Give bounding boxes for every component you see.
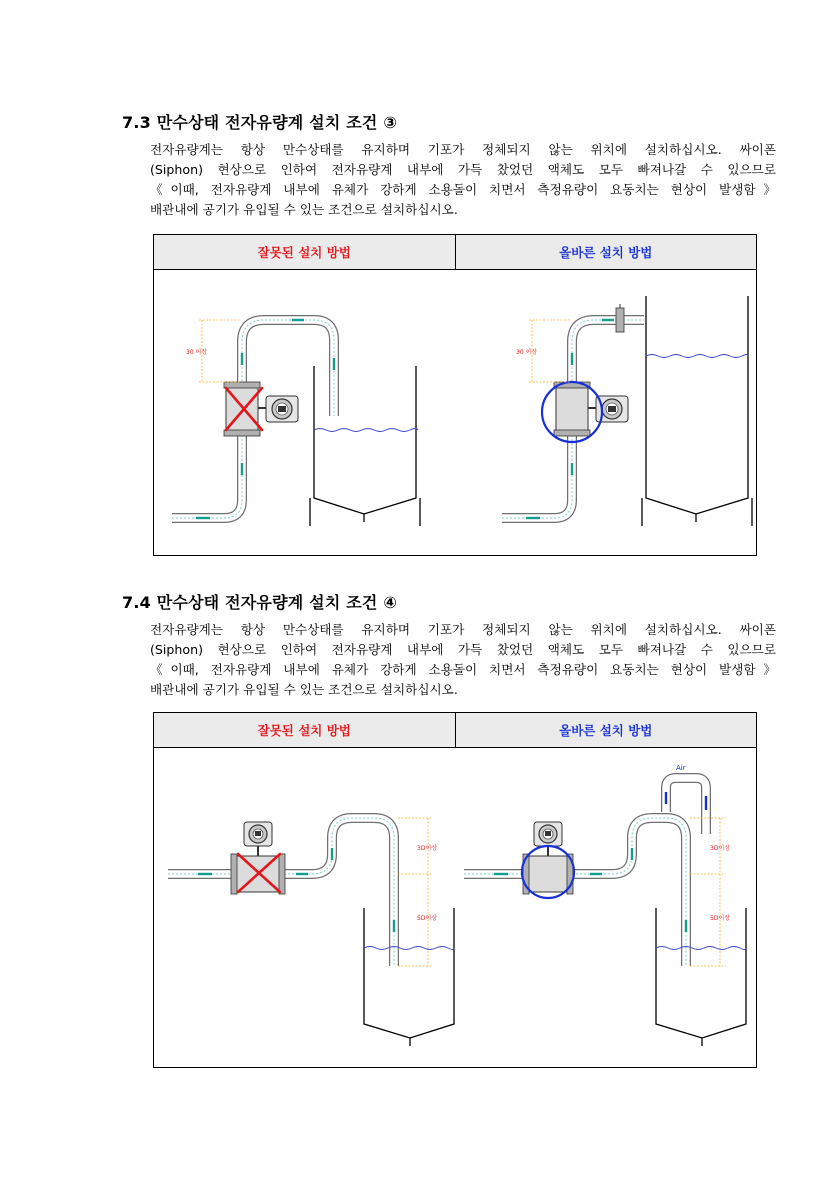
paragraph-line: 배관내에 공기가 유입될 수 있는 조건으로 설치하십시오.	[150, 682, 458, 697]
figure-drawing	[154, 748, 756, 1066]
paragraph-line: (Siphon) 현상으로 인하여 전자유량계 내부에 가득 찼었던 액체도 모두 빠져나갈 수 있으므로	[150, 642, 776, 657]
flowmeter-body	[556, 383, 588, 435]
paragraph-line: 배관내에 공기가 유입될 수 있는 조건으로 설치하십시오.	[150, 202, 458, 217]
flange	[224, 430, 260, 436]
flange	[231, 854, 237, 894]
right-diagram	[464, 764, 746, 1046]
converter-head	[534, 822, 562, 846]
section-paragraph-7-3	[150, 140, 776, 220]
dimension-label: 30 이상	[186, 349, 208, 356]
figure-7-4	[153, 712, 757, 1068]
paragraph-line: (Siphon) 현상으로 인하여 전자유량계 내부에 가득 찼었던 액체도 모두 빠져나갈 수 있으므로	[150, 162, 776, 177]
section-paragraph-7-4	[150, 620, 776, 700]
paragraph-line: 《이때, 전자유량계 내부에 유체가 강하게 소용돌이 치면서 측정유량이 요동치는 현상이 발생함》	[150, 182, 776, 197]
diagram-7-3	[154, 270, 755, 554]
paragraph-line: 《이때, 전자유량계 내부에 유체가 강하게 소용돌이 치면서 측정유량이 요동치는 현상이 발생함》	[150, 662, 776, 677]
section-title-7-4: 7.4 만수상태 전자유량계 설치 조건 ④	[122, 593, 398, 612]
paragraph-line: 전자유량계는 항상 만수상태를 유지하며 기포가 정체되지 않는 위치에 설치하십시오. 싸이폰	[150, 622, 776, 637]
dimension-label-bottom: 5D이상	[417, 915, 438, 922]
figure-7-3	[153, 234, 757, 556]
dimension-label-top: 3D이상	[710, 845, 731, 852]
flowmeter-body	[526, 856, 570, 892]
right-method-label: 올바른 설치 방법	[559, 723, 653, 738]
figure-drawing	[154, 270, 756, 554]
right-diagram	[502, 296, 752, 526]
dimension-label-bottom: 5D이상	[710, 915, 731, 922]
figure-header	[154, 713, 756, 748]
flange	[616, 308, 624, 332]
converter-head	[244, 822, 272, 846]
wrong-diagram	[172, 320, 420, 526]
converter-head	[266, 396, 298, 422]
wrong-method-label: 잘못된 설치 방법	[154, 713, 456, 747]
tank	[364, 908, 454, 1038]
water-level	[314, 429, 418, 432]
water-level	[364, 947, 454, 950]
wrong-diagram	[168, 818, 454, 1046]
paragraph-line: 전자유량계는 항상 만수상태를 유지하며 기포가 정체되지 않는 위치에 설치하십시오. 싸이폰	[150, 142, 776, 157]
wrong-method-label: 잘못된 설치 방법	[154, 235, 456, 269]
dimension-label-top: 3D이상	[417, 845, 438, 852]
water-level	[646, 355, 748, 358]
section-title-7-3: 7.3 만수상태 전자유량계 설치 조건 ③	[122, 113, 398, 132]
flange	[224, 382, 260, 388]
dimension-label: 30 이상	[516, 349, 538, 356]
tank	[656, 908, 746, 1038]
right-method-label: 올바른 설치 방법	[559, 245, 653, 260]
air-label: Air	[676, 764, 686, 772]
flowmeter-body	[226, 383, 258, 435]
tank	[646, 296, 748, 514]
flange	[554, 430, 590, 436]
diagram-7-4	[154, 748, 755, 1066]
figure-header	[154, 235, 756, 270]
water-level	[656, 947, 746, 950]
flange	[279, 854, 285, 894]
